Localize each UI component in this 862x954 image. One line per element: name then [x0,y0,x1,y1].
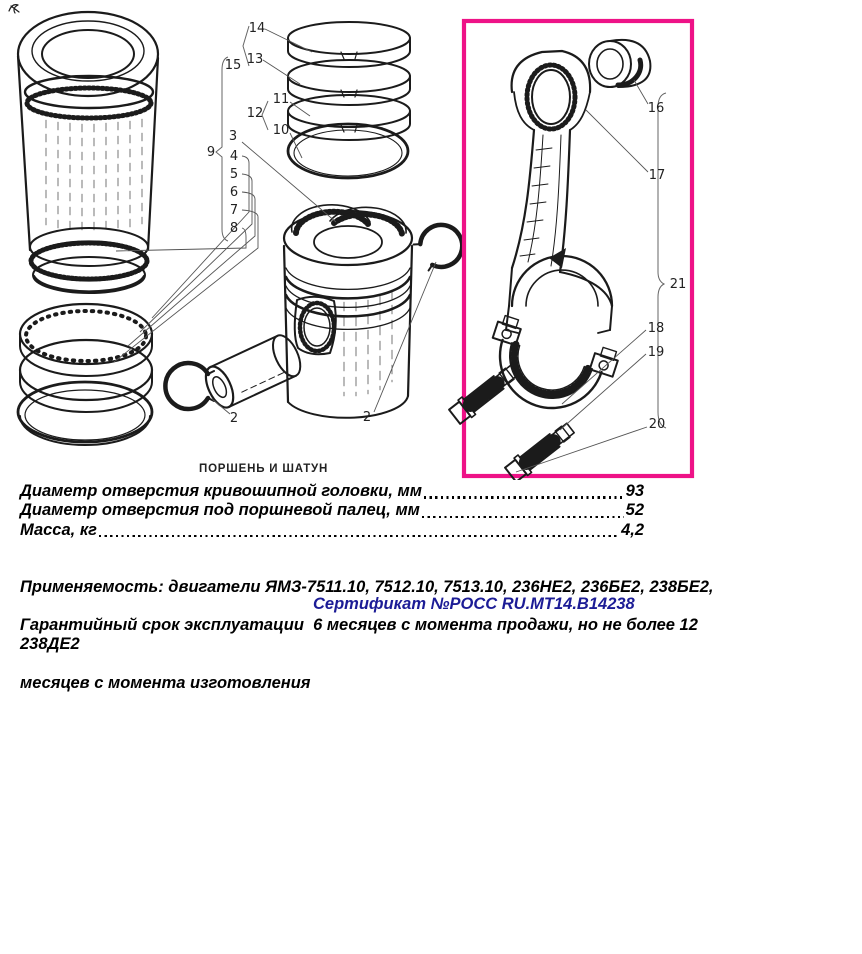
callout-10: 10 [272,123,290,138]
bushing-drawing [589,40,650,87]
callout-8: 8 [229,221,239,236]
application-line-1: Применяемость: двигатели ЯМЗ-7511.10, 7512.10, 7513.10, 236НЕ2, 236БЕ2, 238БЕ2, [20,577,714,596]
callout-6: 6 [229,185,239,200]
brace-9 [216,57,228,241]
callout-19: 19 [647,345,665,360]
callout-9: 9 [206,145,216,160]
spec-leader-dots [99,535,619,538]
callout-4: 4 [229,149,239,164]
rod-bolt-lower-drawing [504,419,577,480]
spec-value: 4,2 [621,520,644,539]
spec-value: 52 [625,501,644,520]
spec-list [20,482,644,540]
callout-21: 21 [669,277,687,292]
connecting-rod-drawing [506,51,612,333]
warranty-line-1: Гарантийный срок эксплуатации 6 месяцев с момента продажи, но не более 12 [20,616,698,635]
callout-13: 13 [246,52,264,67]
callout-12: 12 [246,106,264,121]
callout-18: 18 [647,321,665,336]
callout-2-right: 2 [362,410,372,425]
spec-value: 93 [625,482,644,500]
spec-row-pin-bore [20,501,644,520]
bearing-shells-drawing [477,314,620,425]
rod-bolt-upper-drawing [448,361,521,425]
figure-caption: ПОРШЕНЬ И ШАТУН [199,463,329,475]
piston-pin-drawing [200,331,306,411]
callout-7: 7 [229,203,239,218]
callout-16: 16 [647,101,665,116]
oil-rings-drawing [18,304,152,445]
warranty-line-2: месяцев с момента изготовления [20,674,311,693]
brace-21 [658,93,666,428]
spec-label: Диаметр отверстия под поршневой палец, мм [20,501,420,520]
piston-drawing [284,205,412,418]
spec-leader-dots [424,496,624,499]
spec-label: Диаметр отверстия кривошипной головки, мм [20,482,422,500]
compression-rings-drawing [288,22,410,178]
callout-3: 3 [228,129,238,144]
callout-11: 11 [272,92,290,107]
circlip-right-drawing [411,217,470,275]
callout-20: 20 [648,417,666,432]
spec-leader-dots [422,516,624,519]
certificate-number: Сертификат №РОСС RU.MT14.B14238 [313,595,635,613]
callout-2-left: 2 [229,411,239,426]
corner-mark [9,5,19,13]
callout-17: 17 [648,168,666,183]
spec-row-crank-bore [20,482,644,501]
spec-row-mass [20,521,644,540]
callout-15: 15 [224,58,242,73]
application-line-2: 238ДЕ2 [20,635,80,654]
callout-14: 14 [248,21,266,36]
spec-label: Масса, кг [20,520,97,539]
callout-5: 5 [229,167,239,182]
